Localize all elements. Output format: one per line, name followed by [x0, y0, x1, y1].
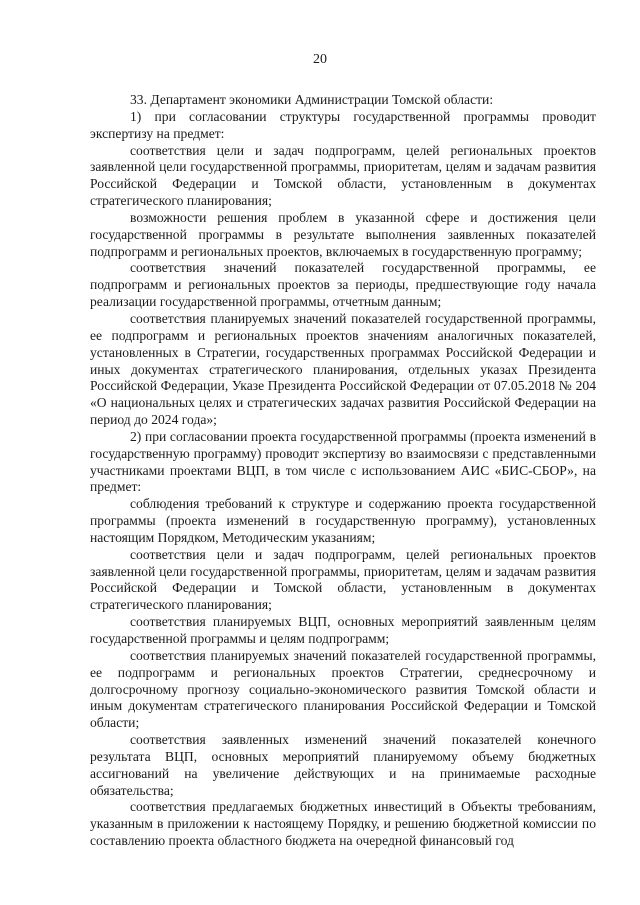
paragraph: возможности решения проблем в указанной сфере и достижения цели государственной программы в результате выполнения заявленных показателей подпрограмм и региональных проектов, включаемых в государственную программу; [90, 209, 596, 259]
paragraph: 33. Департамент экономики Администрации Томской области: [130, 92, 494, 107]
paragraph: соответствия цели и задач подпрограмм, целей региональных проектов заявленной цели государственной программы, приоритетам, целям и задачам развития Российской Федерации и Томской области, установленным в документах стратегического планирования; [90, 546, 596, 613]
paragraph: 1) при согласовании структуры государственной программы проводит экспертизу на предмет: [90, 108, 596, 141]
paragraph: соответствия планируемых ВЦП, основных мероприятий заявленным целям государственной программы и целям подпрограмм; [90, 614, 596, 646]
paragraph: соответствия планируемых значений показателей государственной программы, ее подпрограмм и региональных проектов Стратегии, среднесрочному и долгосрочному прогнозу социально-экономического развития Томской области и иным документам стратегического планирования Российской Федерации и Томской области; [90, 647, 596, 731]
paragraph: соответствия значений показателей государственной программы, ее подпрограмм и региональных проектов за периоды, предшествующие году начала реализации государственной программы, отчетным данным; [90, 260, 596, 310]
paragraph: соответствия заявленных изменений значений показателей конечного результата ВЦП, основных мероприятий планируемому объему бюджетных ассигнований на увеличение действующих и на принимаемые расходные обязательства; [90, 732, 596, 798]
paragraph: соответствия планируемых значений показателей государственной программы, ее подпрограмм и региональных проектов значениям аналогичных показателей, установленных в Стратегии, государственных программах Российской Федерации и иных документах стратегического планирования, отдельных указах Президента Российской Федерации, Указе Президента Российской Федерации от 07.05.2018 № 204 «О национальных целях и стратегических задачах развития Российской Федерации на период до 2024 года»; [90, 310, 596, 428]
page-number: 20 [313, 52, 327, 67]
paragraph: соответствия цели и задач подпрограмм, целей региональных проектов заявленной цели государственной программы, приоритетам, целям и задачам развития Российской Федерации и Томской области, установленным в документах стратегического планирования; [90, 142, 596, 209]
paragraph: соответствия предлагаемых бюджетных инвестиций в Объекты требованиям, указанным в приложении к настоящему Порядку, и решению бюджетной комиссии по составлению проекта областного бюджета на очередной финансовый год [90, 799, 596, 849]
document-body [90, 92, 596, 850]
paragraph: соблюдения требований к структуре и содержанию проекта государственной программы (проекта изменений в государственную программу), установленных настоящим Порядком, Методическим указаниям; [90, 496, 596, 545]
paragraph: 2) при согласовании проекта государственной программы (проекта изменений в государственную программу) проводит экспертизу во взаимосвязи с представленными участниками проектами ВЦП, в том числе с использованием АИС «БИС-СБОР», на предмет: [90, 428, 596, 495]
